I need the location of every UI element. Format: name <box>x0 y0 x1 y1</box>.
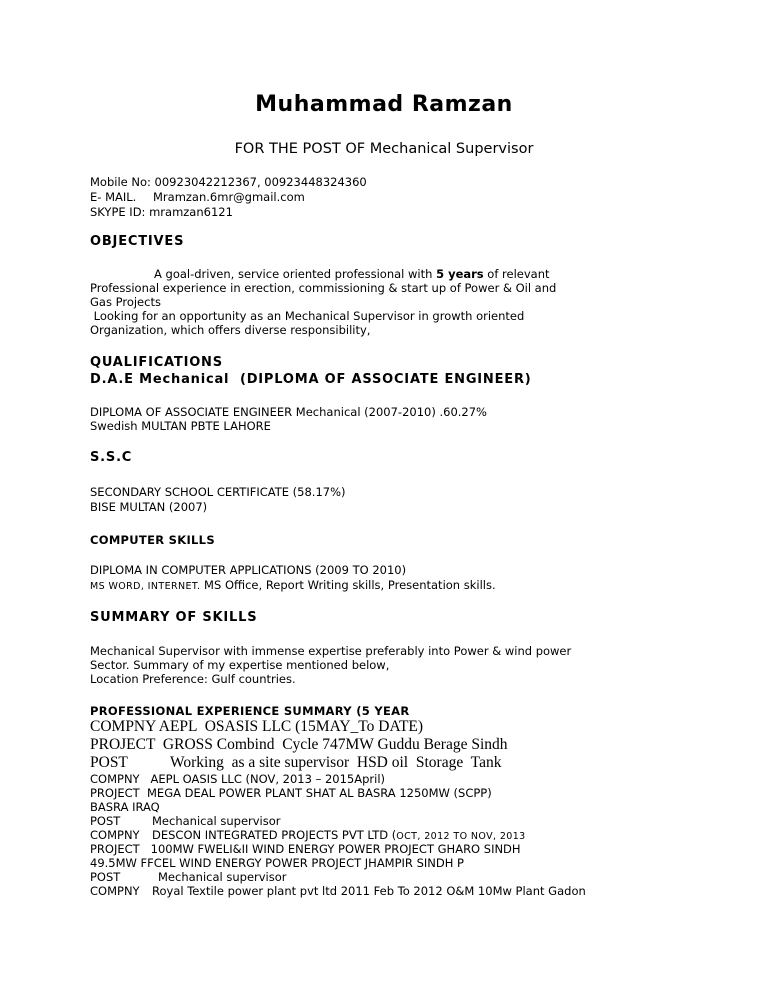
experience-line-9-value: Royal Textile power plant pvt ltd 2011 Feb To 2012 O&M 10Mw Plant Gadon <box>152 884 586 898</box>
ssc-line-2: BISE MULTAN (2007) <box>90 500 208 514</box>
experience-heading: PROFESSIONAL EXPERIENCE SUMMARY (5 YEAR <box>90 704 410 718</box>
computer-skills-heading: COMPUTER SKILLS <box>90 533 215 547</box>
post-title: FOR THE POST OF Mechanical Supervisor <box>234 141 534 157</box>
objectives-line-2: Professional experience in erection, commissioning & start up of Power & Oil and <box>90 281 557 295</box>
experience-line-8-value: Mechanical supervisor <box>158 870 287 884</box>
experience-line-5-label: COMPNY <box>90 828 140 842</box>
qualification-line-2: Swedish MULTAN PBTE LAHORE <box>90 419 271 433</box>
experience-serif-line-2: PROJECT GROSS Combind Cycle 747MW Guddu Berage Sindh <box>90 736 508 753</box>
summary-line-3: Location Preference: Gulf countries. <box>90 672 296 686</box>
experience-line-4-value: Mechanical supervisor <box>152 814 281 828</box>
objectives-line-1-pre: A goal-driven, service oriented professional with <box>154 267 437 281</box>
objectives-line-5: Organization, which offers diverse responsibility, <box>90 323 371 337</box>
summary-line-1: Mechanical Supervisor with immense expertise preferably into Power & wind power <box>90 644 572 658</box>
summary-line-2: Sector. Summary of my expertise mentioned below, <box>90 658 390 672</box>
email-label: E- MAIL. <box>90 190 137 204</box>
objectives-line-1-post: of relevant <box>483 267 550 281</box>
experience-line-2: PROJECT MEGA DEAL POWER PLANT SHAT AL BASRA 1250MW (SCPP) <box>90 786 492 800</box>
experience-line-9-label: COMPNY <box>90 884 140 898</box>
experience-serif-line-3 <box>90 754 501 771</box>
objectives-years: 5 years <box>436 267 484 281</box>
objectives-heading: OBJECTIVES <box>90 234 185 249</box>
qualifications-subheading: D.A.E Mechanical (DIPLOMA OF ASSOCIATE ENGINEER) <box>90 372 532 387</box>
email-line <box>90 190 305 204</box>
experience-line-8 <box>90 870 287 884</box>
ssc-line-1: SECONDARY SCHOOL CERTIFICATE (58.17%) <box>90 485 346 499</box>
qualification-line-1: DIPLOMA OF ASSOCIATE ENGINEER Mechanical (2007-2010) .60.27% <box>90 405 487 419</box>
experience-line-4-label: POST <box>90 814 121 828</box>
experience-line-5-dates: OCT, 2012 TO NOV, 2013 <box>396 831 526 842</box>
experience-serif-line-1: COMPNY AEPL OSASIS LLC (15MAY_To DATE) <box>90 718 424 735</box>
ssc-heading: S.S.C <box>90 450 133 465</box>
computer-line-2 <box>90 578 496 594</box>
experience-line-1: COMPNY AEPL OASIS LLC (NOV, 2013 – 2015April) <box>90 772 386 786</box>
computer-line-2-rest: MS Office, Report Writing skills, Presentation skills. <box>200 578 496 592</box>
experience-line-8-label: POST <box>90 870 121 884</box>
objectives-line-3: Gas Projects <box>90 295 161 309</box>
computer-line-1: DIPLOMA IN COMPUTER APPLICATIONS (2009 TO 2010) <box>90 563 407 577</box>
experience-line-7: 49.5MW FFCEL WIND ENERGY POWER PROJECT JHAMPIR SINDH P <box>90 856 464 870</box>
experience-post-value: Working as a site supervisor HSD oil Storage Tank <box>170 754 502 771</box>
experience-line-5-value: DESCON INTEGRATED PROJECTS PVT LTD ( <box>152 828 397 842</box>
qualifications-heading: QUALIFICATIONS <box>90 355 223 370</box>
objectives-line-4: Looking for an opportunity as an Mechanical Supervisor in growth oriented <box>90 309 525 323</box>
experience-line-3: BASRA IRAQ <box>90 800 160 814</box>
objectives-line-1 <box>154 267 550 281</box>
experience-line-9 <box>90 884 586 898</box>
experience-post-label: POST <box>90 754 128 771</box>
skype-line: SKYPE ID: mramzan6121 <box>90 205 233 219</box>
summary-heading: SUMMARY OF SKILLS <box>90 610 258 625</box>
email-value: Mramzan.6mr@gmail.com <box>153 190 305 204</box>
mobile-line: Mobile No: 00923042212367, 00923448324360 <box>90 175 367 189</box>
experience-line-4 <box>90 814 281 828</box>
candidate-name: Muhammad Ramzan <box>255 92 513 117</box>
computer-line-2-small: MS WORD, INTERNET. <box>90 581 201 592</box>
experience-line-6: PROJECT 100MW FWELI&II WIND ENERGY POWER PROJECT GHARO SINDH <box>90 842 521 856</box>
